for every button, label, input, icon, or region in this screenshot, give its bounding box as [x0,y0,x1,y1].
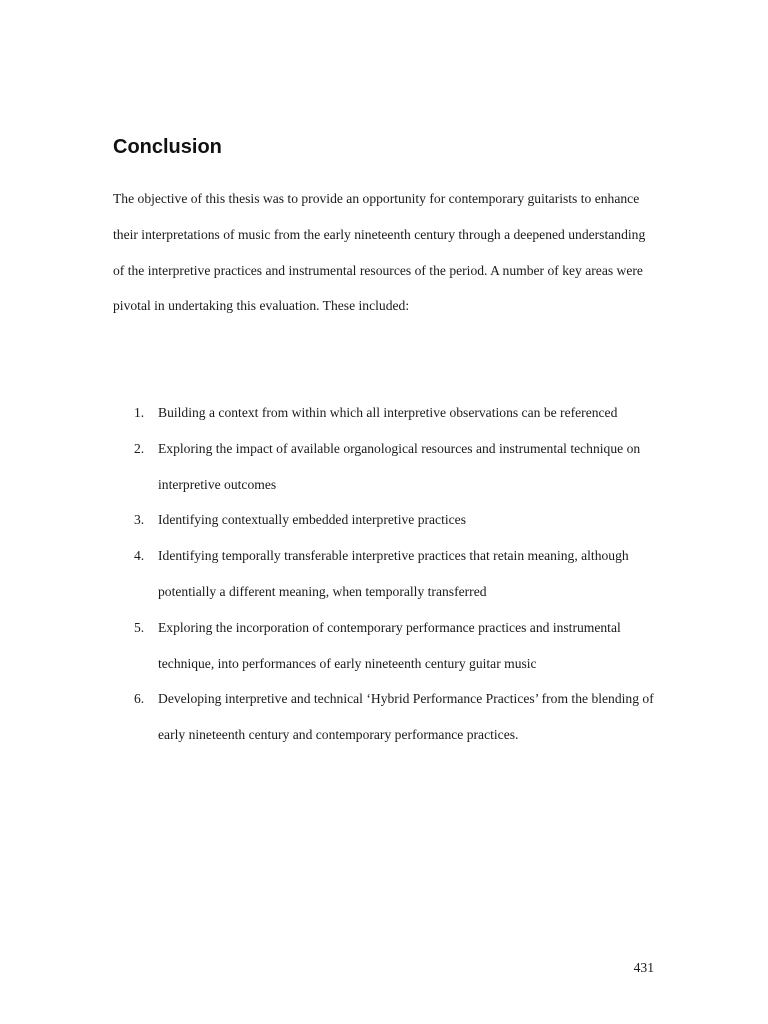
conclusion-list [113,395,658,753]
list-item [113,431,658,503]
list-item [113,538,658,610]
list-item [113,681,658,753]
list-item [113,395,658,431]
list-item-number: 1. [134,405,145,420]
list-item [113,502,658,538]
list-item-text: Building a context from within which all interpretive observations can be referenced [158,405,618,420]
list-item-text: Exploring the impact of available organological resources and instrumental technique on interpretive outcomes [158,440,641,492]
list-item-number: 2. [134,440,145,456]
list-item-text: Identifying contextually embedded interpretive practices [158,512,467,528]
page-number: 431 [633,960,654,975]
list-item-number: 4. [134,548,145,564]
list-item [113,610,658,682]
intro-paragraph: The objective of this thesis was to provide an opportunity for contemporary guitarists to enhance their interpretations of music from the early nineteenth century through a deepened understanding of the interpretive practices and instrumental resources of the period. A number of key areas were pivotal in undertaking this evaluation. These included: [113,191,646,314]
list-item-number: 3. [134,512,145,528]
list-item-number: 6. [134,691,145,707]
list-item-text: Identifying temporally transferable interpretive practices that retain meaning, although potentially a different meaning, when temporally transferred [158,548,629,599]
list-item-text: Exploring the incorporation of contemporary performance practices and instrumental technique, into performances of early nineteenth century guitar music [158,619,621,671]
list-item-number: 5. [134,619,145,635]
list-item-text: Developing interpretive and technical ‘Hybrid Performance Practices’ from the blending of early nineteenth century and contemporary performance practices. [158,691,654,743]
page-title: Conclusion [113,136,222,158]
